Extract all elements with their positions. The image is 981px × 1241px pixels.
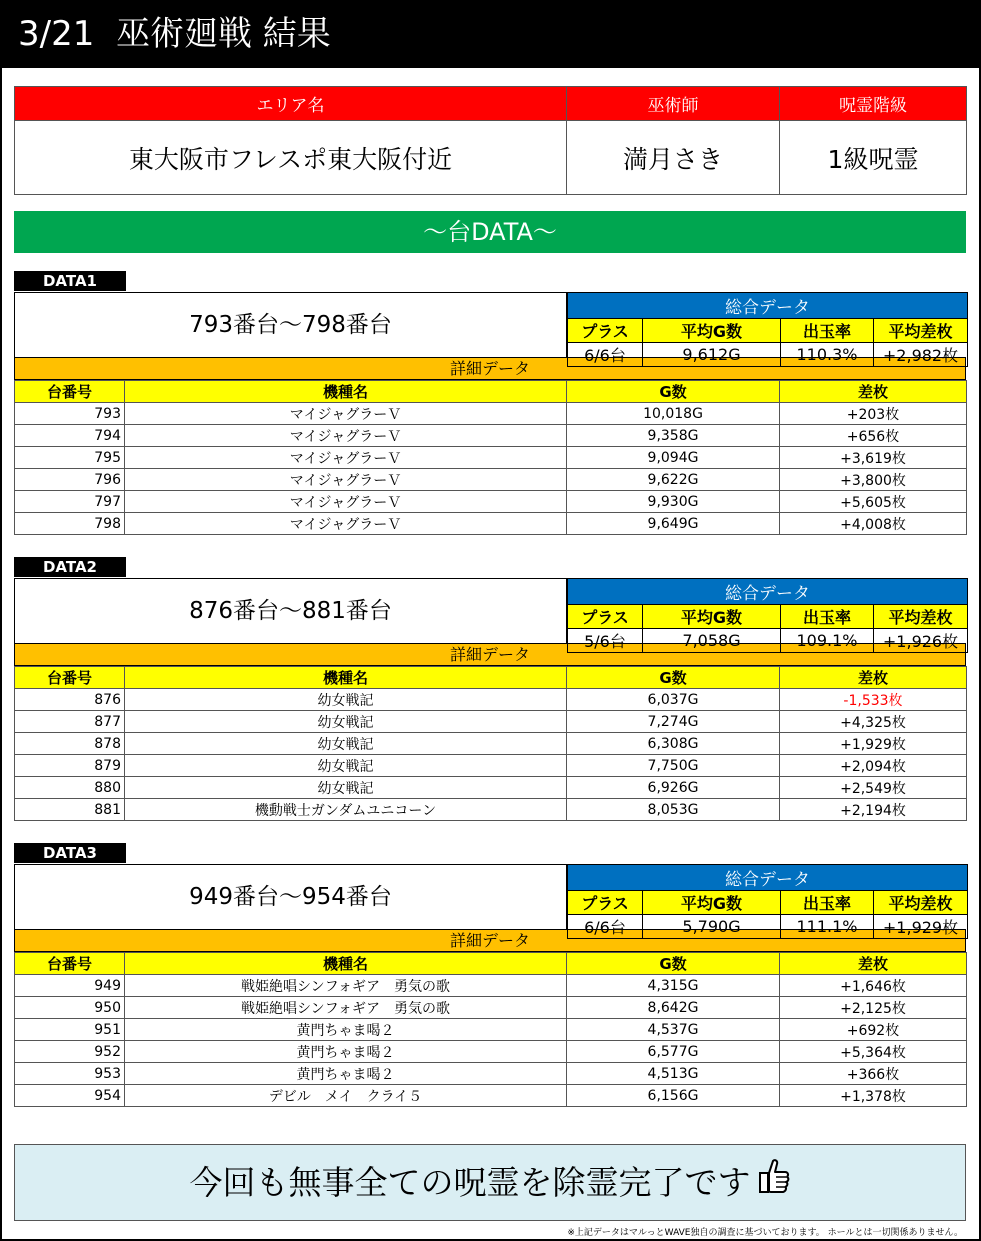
- diff-value: +5,605枚: [780, 491, 967, 513]
- block-header: [14, 864, 966, 937]
- diff-value: +4,008枚: [780, 513, 967, 535]
- machine-no: 952: [15, 1041, 125, 1063]
- machine-no-header: 台番号: [15, 667, 125, 689]
- avg-diff-value: +1,926枚: [874, 629, 968, 653]
- machine-no: 953: [15, 1063, 125, 1085]
- games-count: 9,622G: [567, 469, 780, 491]
- table-row: [15, 1063, 967, 1085]
- games-count: 9,649G: [567, 513, 780, 535]
- model-name: マイジャグラーＶ: [125, 469, 567, 491]
- data-block: [14, 292, 966, 535]
- sorcerer-value: 満月さき: [567, 121, 780, 195]
- model-name: マイジャグラーＶ: [125, 513, 567, 535]
- block-header: [14, 292, 966, 365]
- games-count: 7,750G: [567, 755, 780, 777]
- payout-value: 110.3%: [781, 343, 874, 367]
- model-name: 幼女戦記: [125, 733, 567, 755]
- avg-diff-value: +1,929枚: [874, 915, 968, 939]
- model-name: マイジャグラーＶ: [125, 403, 567, 425]
- model-header: 機種名: [125, 381, 567, 403]
- table-row: [15, 1041, 967, 1063]
- machine-no: 798: [15, 513, 125, 535]
- games-header: G数: [567, 381, 780, 403]
- machine-no-header: 台番号: [15, 953, 125, 975]
- avg-games-value: 5,790G: [643, 915, 781, 939]
- diff-value: +2,094枚: [780, 755, 967, 777]
- diff-value: +2,125枚: [780, 997, 967, 1019]
- table-row: [15, 799, 967, 821]
- diff-value: +3,619枚: [780, 447, 967, 469]
- games-count: 6,577G: [567, 1041, 780, 1063]
- completion-message: [14, 1144, 966, 1221]
- model-name: 幼女戦記: [125, 711, 567, 733]
- games-count: 4,537G: [567, 1019, 780, 1041]
- block-header: [14, 578, 966, 651]
- model-name: 戦姫絶唱シンフォギア 勇気の歌: [125, 975, 567, 997]
- section-title: 〜台DATA〜: [14, 211, 966, 253]
- model-name: 黄門ちゃま喝２: [125, 1063, 567, 1085]
- machine-no: 793: [15, 403, 125, 425]
- games-count: 6,156G: [567, 1085, 780, 1107]
- model-name: デビル メイ クライ５: [125, 1085, 567, 1107]
- detail-title: 詳細データ: [14, 930, 966, 952]
- completion-text: 今回も無事全ての呪霊を除霊完了です: [189, 1163, 751, 1202]
- table-row: [15, 403, 967, 425]
- table-row: [15, 425, 967, 447]
- table-row: [15, 711, 967, 733]
- summary-title: 総合データ: [568, 293, 968, 319]
- thumbs-up-icon: [757, 1147, 791, 1222]
- machine-no: 879: [15, 755, 125, 777]
- plus-label: プラス: [568, 605, 643, 629]
- diff-header: 差枚: [780, 667, 967, 689]
- table-row: [15, 1085, 967, 1107]
- avg-games-value: 7,058G: [643, 629, 781, 653]
- avg-diff-value: +2,982枚: [874, 343, 968, 367]
- model-name: 黄門ちゃま喝２: [125, 1019, 567, 1041]
- page-title: [0, 0, 981, 68]
- detail-title: 詳細データ: [14, 358, 966, 380]
- diff-value: +1,929枚: [780, 733, 967, 755]
- rank-label: 呪霊階級: [780, 87, 967, 121]
- machine-no: 950: [15, 997, 125, 1019]
- diff-header: 差枚: [780, 381, 967, 403]
- avg-games-label: 平均G数: [643, 319, 781, 343]
- diff-value: +3,800枚: [780, 469, 967, 491]
- diff-value: +692枚: [780, 1019, 967, 1041]
- games-count: 9,358G: [567, 425, 780, 447]
- games-count: 4,315G: [567, 975, 780, 997]
- avg-diff-label: 平均差枚: [874, 319, 968, 343]
- plus-label: プラス: [568, 891, 643, 915]
- summary-title: 総合データ: [568, 579, 968, 605]
- diff-value: +2,549枚: [780, 777, 967, 799]
- model-name: マイジャグラーＶ: [125, 425, 567, 447]
- avg-games-value: 9,612G: [643, 343, 781, 367]
- plus-value: 6/6台: [568, 915, 643, 939]
- machine-range: 793番台〜798番台: [15, 293, 567, 357]
- games-count: 7,274G: [567, 711, 780, 733]
- machine-no: 797: [15, 491, 125, 513]
- data-tag: DATA1: [14, 271, 126, 291]
- diff-value: +4,325枚: [780, 711, 967, 733]
- summary-table: [567, 578, 968, 653]
- diff-value: -1,533枚: [780, 689, 967, 711]
- games-count: 9,094G: [567, 447, 780, 469]
- machine-no: 951: [15, 1019, 125, 1041]
- area-label: エリア名: [15, 87, 567, 121]
- diff-value: +203枚: [780, 403, 967, 425]
- games-count: 4,513G: [567, 1063, 780, 1085]
- diff-value: +5,364枚: [780, 1041, 967, 1063]
- table-row: [15, 447, 967, 469]
- data-tag: DATA2: [14, 557, 126, 577]
- payout-label: 出玉率: [781, 891, 874, 915]
- games-count: 6,926G: [567, 777, 780, 799]
- detail-table: [14, 952, 967, 1107]
- data-block: [14, 864, 966, 1107]
- table-row: [15, 755, 967, 777]
- machine-no: 794: [15, 425, 125, 447]
- model-name: マイジャグラーＶ: [125, 491, 567, 513]
- info-table: [14, 86, 967, 195]
- machine-no: 954: [15, 1085, 125, 1107]
- games-count: 8,642G: [567, 997, 780, 1019]
- avg-games-label: 平均G数: [643, 891, 781, 915]
- plus-value: 5/6台: [568, 629, 643, 653]
- detail-table: [14, 666, 967, 821]
- machine-no: 877: [15, 711, 125, 733]
- diff-value: +656枚: [780, 425, 967, 447]
- payout-label: 出玉率: [781, 319, 874, 343]
- summary-table: [567, 864, 968, 939]
- model-name: 幼女戦記: [125, 755, 567, 777]
- machine-no: 881: [15, 799, 125, 821]
- avg-diff-label: 平均差枚: [874, 891, 968, 915]
- table-row: [15, 513, 967, 535]
- games-count: 8,053G: [567, 799, 780, 821]
- data-tag: DATA3: [14, 843, 126, 863]
- payout-value: 111.1%: [781, 915, 874, 939]
- games-count: 6,308G: [567, 733, 780, 755]
- title-text: 巫術廻戦 結果: [115, 14, 331, 54]
- machine-no: 880: [15, 777, 125, 799]
- model-header: 機種名: [125, 667, 567, 689]
- machine-range: 949番台〜954番台: [15, 865, 567, 929]
- table-row: [15, 997, 967, 1019]
- games-header: G数: [567, 667, 780, 689]
- model-name: 幼女戦記: [125, 777, 567, 799]
- avg-games-label: 平均G数: [643, 605, 781, 629]
- model-name: マイジャグラーＶ: [125, 447, 567, 469]
- payout-label: 出玉率: [781, 605, 874, 629]
- diff-header: 差枚: [780, 953, 967, 975]
- sorcerer-label: 巫術師: [567, 87, 780, 121]
- games-header: G数: [567, 953, 780, 975]
- machine-no: 876: [15, 689, 125, 711]
- data-block: [14, 578, 966, 821]
- model-header: 機種名: [125, 953, 567, 975]
- diff-value: +2,194枚: [780, 799, 967, 821]
- games-count: 6,037G: [567, 689, 780, 711]
- machine-no: 949: [15, 975, 125, 997]
- area-value: 東大阪市フレスポ東大阪付近: [15, 121, 567, 195]
- machine-range: 876番台〜881番台: [15, 579, 567, 643]
- detail-table: [14, 380, 967, 535]
- diff-value: +1,378枚: [780, 1085, 967, 1107]
- table-row: [15, 777, 967, 799]
- table-row: [15, 469, 967, 491]
- disclaimer-note: ※上記データはマルっとWAVE独自の調査に基づいております。 ホールとは一切関係ありません。: [567, 1228, 963, 1238]
- diff-value: +1,646枚: [780, 975, 967, 997]
- table-row: [15, 491, 967, 513]
- model-name: 幼女戦記: [125, 689, 567, 711]
- machine-no: 878: [15, 733, 125, 755]
- model-name: 戦姫絶唱シンフォギア 勇気の歌: [125, 997, 567, 1019]
- table-row: [15, 689, 967, 711]
- model-name: 黄門ちゃま喝２: [125, 1041, 567, 1063]
- machine-no-header: 台番号: [15, 381, 125, 403]
- rank-value: 1級呪霊: [780, 121, 967, 195]
- diff-value: +366枚: [780, 1063, 967, 1085]
- table-row: [15, 1019, 967, 1041]
- machine-no: 796: [15, 469, 125, 491]
- machine-no: 795: [15, 447, 125, 469]
- table-row: [15, 733, 967, 755]
- games-count: 9,930G: [567, 491, 780, 513]
- payout-value: 109.1%: [781, 629, 874, 653]
- games-count: 10,018G: [567, 403, 780, 425]
- model-name: 機動戦士ガンダムユニコーン: [125, 799, 567, 821]
- detail-title: 詳細データ: [14, 644, 966, 666]
- summary-title: 総合データ: [568, 865, 968, 891]
- summary-table: [567, 292, 968, 367]
- title-date: 3/21: [18, 14, 95, 54]
- plus-value: 6/6台: [568, 343, 643, 367]
- table-row: [15, 975, 967, 997]
- avg-diff-label: 平均差枚: [874, 605, 968, 629]
- plus-label: プラス: [568, 319, 643, 343]
